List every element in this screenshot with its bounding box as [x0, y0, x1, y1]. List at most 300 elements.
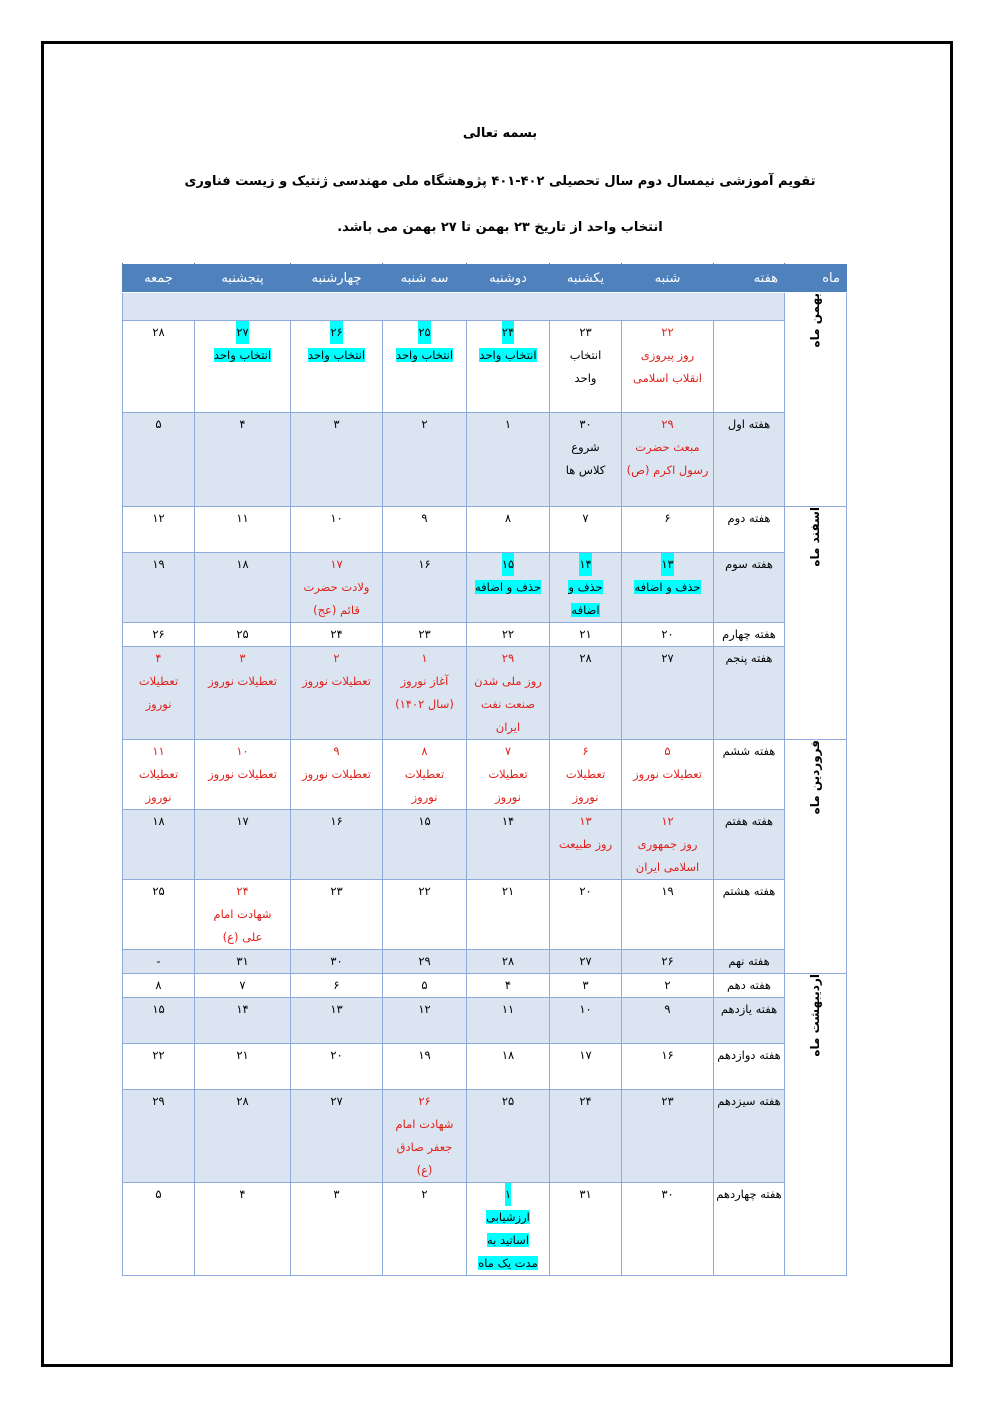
week-row [123, 623, 847, 647]
month-cell [785, 740, 847, 974]
day-number: ۲۸ [236, 1094, 249, 1108]
day-cell [123, 998, 195, 1044]
day-number: ۲۲ [661, 325, 674, 339]
day-cell [467, 623, 550, 647]
day-cell [622, 950, 714, 974]
week-label: هفته ششم [714, 740, 785, 810]
day-cell [467, 553, 550, 623]
day-number: ۱۹ [418, 1048, 431, 1062]
day-number: ۲۸ [152, 325, 165, 339]
day-event-text: اساتید به [486, 1233, 530, 1247]
month-label: فروردین ماه [808, 740, 822, 815]
calendar-title: تقویم آموزشی نیمسال دوم سال تحصیلی ۴۰۲-۴۰۱ پژوهشگاه ملی مهندسی ژنتیک و زیست فناوری [184, 174, 816, 189]
day-cell [467, 1183, 550, 1276]
week-label: هفته سیزدهم [714, 1090, 785, 1183]
day-number: ۲۰ [661, 627, 674, 641]
week-row [123, 998, 847, 1044]
week-label: هفته نهم [714, 950, 785, 974]
day-number: ۷ [239, 978, 246, 992]
day-event-text: حذف و اضافه [634, 580, 701, 594]
day-cell [383, 950, 467, 974]
day-cell [383, 647, 467, 740]
day-cell [195, 810, 291, 880]
day-number: ۱ [504, 417, 512, 431]
day-cell [123, 950, 195, 974]
invocation-heading: بسمه تعالی [462, 126, 538, 141]
day-number: ۲۴ [579, 1094, 592, 1108]
day-number: ۱۹ [661, 884, 674, 898]
day-number: ۵ [421, 978, 428, 992]
day-cell [195, 950, 291, 974]
day-number: ۱۲ [418, 1002, 431, 1016]
day-cell [383, 321, 467, 413]
day-cell [622, 321, 714, 413]
day-number: ۳۱ [579, 1187, 592, 1201]
day-number: ۳ [239, 651, 246, 665]
week-row [123, 1090, 847, 1183]
day-cell [622, 974, 714, 998]
day-number: ۱ [421, 651, 428, 665]
day-number: ۸ [155, 978, 162, 992]
day-event-text: ارزشیابی [486, 1210, 530, 1224]
day-cell [383, 507, 467, 553]
day-number: ۵ [155, 1187, 162, 1201]
day-cell [195, 974, 291, 998]
day-number: ۳۰ [579, 417, 592, 431]
day-cell [291, 507, 383, 553]
day-number: ۱۲ [152, 511, 165, 525]
day-cell [291, 950, 383, 974]
day-cell [383, 1044, 467, 1090]
day-event-text: تعطیلات نوروز [208, 767, 277, 781]
day-event-text: اضافه [571, 603, 600, 617]
day-cell [550, 810, 622, 880]
day-cell [195, 1090, 291, 1183]
day-number: ۲۵ [152, 884, 165, 898]
day-number: ۲۳ [661, 1094, 674, 1108]
day-number: ۲۹ [418, 954, 431, 968]
day-number: ۹ [664, 1002, 671, 1016]
col-friday: جمعه [123, 264, 195, 293]
day-cell [550, 1090, 622, 1183]
day-cell [195, 507, 291, 553]
col-sunday: یکشنبه [550, 264, 622, 293]
day-number: ۱۶ [661, 1048, 674, 1062]
day-event-text: شهادت امام [395, 1117, 454, 1131]
day-cell [622, 623, 714, 647]
day-event-text: شهادت امام [213, 907, 272, 921]
day-cell [195, 647, 291, 740]
day-cell [622, 998, 714, 1044]
day-number: ۲۵ [236, 627, 249, 641]
day-number: ۲۰ [579, 884, 592, 898]
day-cell [123, 740, 195, 810]
day-number: ۸ [504, 511, 512, 525]
day-event-text: تعطیلات [404, 767, 445, 781]
day-number: ۳ [333, 417, 340, 431]
day-number: ۶ [582, 744, 589, 758]
day-number: ۱۰ [236, 744, 249, 758]
day-number: ۲۶ [330, 321, 342, 344]
day-event-text: رسول اکرم (ص) [626, 463, 709, 477]
week-label: هفته پنجم [714, 647, 785, 740]
day-number: ۲۹ [501, 651, 515, 665]
day-cell [291, 810, 383, 880]
day-event-text: انتخاب واحد [307, 348, 366, 362]
day-number: ۱۶ [330, 814, 343, 828]
day-cell [291, 880, 383, 950]
day-event-text: مدت یک ماه [478, 1256, 538, 1270]
day-cell [123, 413, 195, 507]
day-number: ۱۱ [236, 511, 249, 525]
day-event-text: حذف و اضافه [474, 580, 542, 594]
day-number: ۲۷ [236, 321, 248, 344]
day-event-text: علی (ع) [222, 930, 263, 944]
day-cell [467, 507, 550, 553]
day-cell [383, 623, 467, 647]
day-number: ۱۵ [152, 1002, 165, 1016]
day-number: ۱۰ [330, 511, 343, 525]
day-cell [123, 810, 195, 880]
day-number: ۱۳ [330, 1002, 343, 1016]
day-event-text: نوروز [572, 790, 599, 804]
day-event-text: روز طبیعت [558, 837, 613, 851]
day-cell [550, 950, 622, 974]
week-row [123, 321, 847, 413]
day-number: ۱۲ [661, 814, 674, 828]
day-event-text: نوروز [145, 790, 172, 804]
week-label: هفته سوم [714, 553, 785, 623]
day-cell [467, 880, 550, 950]
day-event-text: تعطیلات نوروز [302, 674, 371, 688]
day-cell [550, 998, 622, 1044]
day-event-text: انقلاب اسلامی [633, 371, 702, 385]
day-cell [123, 1183, 195, 1276]
day-event-text: کلاس ها [565, 463, 606, 477]
day-cell [467, 810, 550, 880]
day-cell [550, 321, 622, 413]
registration-note: انتخاب واحد از تاریخ ۲۳ بهمن تا ۲۷ بهمن می باشد. [337, 220, 663, 235]
day-number: ۱۴ [501, 814, 515, 828]
day-number: ۹ [333, 744, 340, 758]
week-row [123, 974, 847, 998]
col-thursday: پنجشنبه [195, 264, 291, 293]
day-number: ۲۸ [501, 954, 515, 968]
day-event-text: نوروز [145, 697, 172, 711]
day-number: ۲۶ [418, 1094, 431, 1108]
day-number: ۱۱ [501, 1002, 515, 1016]
day-cell [383, 998, 467, 1044]
day-number: ۳ [333, 1187, 340, 1201]
day-event-text: مبعث حضرت [635, 440, 700, 454]
day-cell [467, 321, 550, 413]
day-cell [467, 1044, 550, 1090]
day-cell [195, 1183, 291, 1276]
day-number: ۲۴ [236, 884, 249, 898]
day-cell [383, 810, 467, 880]
day-number: ۳۰ [661, 1187, 674, 1201]
day-cell [291, 623, 383, 647]
week-row [123, 1183, 847, 1276]
day-cell [467, 647, 550, 740]
col-tuesday: سه شنبه [383, 264, 467, 293]
day-event-text: حذف و [568, 580, 603, 594]
day-number: - [156, 954, 161, 968]
day-event-text: انتخاب واحد [395, 348, 454, 362]
day-cell [291, 1183, 383, 1276]
week-label: هفته چهارم [714, 623, 785, 647]
day-number: ۴ [239, 1187, 246, 1201]
day-cell [123, 507, 195, 553]
week-label: هفته دوازدهم [714, 1044, 785, 1090]
day-number: ۲۴ [502, 321, 514, 344]
day-cell [383, 1090, 467, 1183]
week-label: هفته یازدهم [714, 998, 785, 1044]
week-label: هفته اول [714, 413, 785, 507]
day-cell [550, 1183, 622, 1276]
day-event-text: انتخاب واحد [479, 348, 537, 362]
day-cell [383, 974, 467, 998]
week-label: هفته هفتم [714, 810, 785, 880]
day-number: ۲۱ [501, 884, 515, 898]
day-event-text: روز پیروزی [640, 348, 695, 362]
week-label: هفته چهاردهم [714, 1183, 785, 1276]
day-event-text: تعطیلات [138, 767, 179, 781]
day-cell [195, 880, 291, 950]
day-number: ۴ [504, 978, 512, 992]
week-row [123, 1044, 847, 1090]
day-cell [550, 1044, 622, 1090]
blank-cell [123, 293, 785, 321]
day-event-text: نوروز [411, 790, 438, 804]
day-number: ۱۷ [579, 1048, 592, 1062]
day-cell [383, 1183, 467, 1276]
day-number: ۲۷ [661, 651, 674, 665]
day-cell [622, 880, 714, 950]
col-month: ماه [785, 264, 847, 293]
day-number: ۲۷ [330, 1094, 343, 1108]
day-cell [467, 1090, 550, 1183]
day-event-text: صنعت نفت [480, 697, 536, 711]
day-cell [622, 1090, 714, 1183]
day-cell [383, 553, 467, 623]
day-cell [383, 880, 467, 950]
day-event-text: (ع) [416, 1163, 433, 1177]
day-number: ۱ [505, 1183, 511, 1206]
day-number: ۲۱ [236, 1048, 249, 1062]
day-cell [291, 1090, 383, 1183]
week-row [123, 950, 847, 974]
day-number: ۴ [239, 417, 246, 431]
day-number: ۱۵ [418, 814, 431, 828]
day-cell [123, 647, 195, 740]
day-cell [622, 810, 714, 880]
day-cell [383, 413, 467, 507]
week-row [123, 413, 847, 507]
day-event-text: روز جمهوری [637, 837, 698, 851]
day-cell [550, 880, 622, 950]
day-number: ۱۳ [579, 814, 592, 828]
week-label [714, 321, 785, 413]
week-row [123, 740, 847, 810]
week-row [123, 880, 847, 950]
day-number: ۲ [333, 651, 340, 665]
day-cell [467, 413, 550, 507]
day-event-text: انتخاب واحد [213, 348, 272, 362]
day-number: ۳۰ [330, 954, 343, 968]
week-label: هفته دوم [714, 507, 785, 553]
day-cell [291, 647, 383, 740]
day-cell [622, 1183, 714, 1276]
day-cell [467, 950, 550, 974]
day-number: ۱۹ [152, 557, 165, 571]
day-event-text: تعطیلات [488, 767, 528, 781]
day-cell [550, 647, 622, 740]
month-label: اسفند ماه [808, 507, 822, 567]
blank-row [123, 293, 847, 321]
day-number: ۲۳ [330, 884, 343, 898]
day-event-text: تعطیلات نوروز [302, 767, 371, 781]
day-event-text: واحد [574, 371, 597, 385]
day-cell [195, 740, 291, 810]
day-cell [123, 623, 195, 647]
day-cell [622, 1044, 714, 1090]
day-cell [550, 413, 622, 507]
day-cell [123, 321, 195, 413]
day-cell [195, 413, 291, 507]
col-week: هفته [714, 264, 785, 293]
day-number: ۱۷ [330, 557, 343, 571]
day-number: ۲ [421, 417, 428, 431]
col-monday: دوشنبه [467, 264, 550, 293]
header-row [123, 264, 847, 293]
week-row [123, 810, 847, 880]
day-number: ۱۳ [661, 553, 673, 576]
day-number: ۲۱ [579, 627, 592, 641]
day-cell [291, 1044, 383, 1090]
day-cell [622, 553, 714, 623]
day-cell [291, 974, 383, 998]
day-number: ۹ [421, 511, 428, 525]
day-number: ۳ [582, 978, 589, 992]
day-number: ۲۳ [418, 627, 431, 641]
day-number: ۲۹ [152, 1094, 165, 1108]
day-cell [291, 553, 383, 623]
academic-calendar-table [122, 263, 847, 1276]
day-cell [195, 321, 291, 413]
day-number: ۲۵ [501, 1094, 515, 1108]
day-number: ۲۳ [579, 325, 592, 339]
day-number: ۲۵ [418, 321, 430, 344]
day-event-text: تعطیلات نوروز [208, 674, 277, 688]
day-number: ۱۶ [418, 557, 431, 571]
day-cell [195, 623, 291, 647]
day-event-text: جعفر صادق [396, 1140, 453, 1154]
day-cell [123, 880, 195, 950]
day-cell [622, 740, 714, 810]
month-cell [785, 507, 847, 740]
col-wednesday: چهارشنبه [291, 264, 383, 293]
day-cell [123, 974, 195, 998]
day-event-text: روز ملی شدن [474, 674, 542, 688]
day-cell [195, 553, 291, 623]
day-cell [291, 740, 383, 810]
day-number: ۲ [664, 978, 671, 992]
day-number: ۱۸ [501, 1048, 515, 1062]
day-cell [550, 623, 622, 647]
day-number: ۲ [421, 1187, 428, 1201]
day-number: ۲۲ [501, 627, 515, 641]
day-number: ۱۱ [152, 744, 165, 758]
day-cell [195, 998, 291, 1044]
day-number: ۲۲ [152, 1048, 165, 1062]
day-cell [123, 1044, 195, 1090]
week-row [123, 553, 847, 623]
day-event-text: ایران [495, 720, 521, 734]
day-event-text: تعطیلات [565, 767, 606, 781]
day-cell [550, 974, 622, 998]
day-event-text: انتخاب [569, 348, 602, 362]
day-number: ۳۱ [236, 954, 249, 968]
day-number: ۷ [504, 744, 512, 758]
day-number: ۶ [333, 978, 340, 992]
day-number: ۲۸ [579, 651, 592, 665]
day-number: ۲۰ [330, 1048, 343, 1062]
month-cell [785, 974, 847, 1276]
month-label: بهمن ماه [808, 293, 822, 348]
day-event-text: تعطیلات نوروز [633, 767, 702, 781]
day-number: ۸ [421, 744, 428, 758]
day-cell [123, 1090, 195, 1183]
day-number: ۴ [155, 651, 162, 665]
week-row [123, 647, 847, 740]
day-number: ۲۶ [661, 954, 674, 968]
day-cell [291, 321, 383, 413]
day-cell [291, 998, 383, 1044]
day-cell [467, 998, 550, 1044]
day-cell [383, 740, 467, 810]
day-number: ۱۰ [579, 1002, 592, 1016]
day-number: ۲۹ [661, 417, 674, 431]
week-label: هفته هشتم [714, 880, 785, 950]
day-number: ۲۴ [330, 627, 343, 641]
day-number: ۵ [155, 417, 162, 431]
day-event-text: نوروز [495, 790, 521, 804]
day-number: ۷ [582, 511, 589, 525]
day-number: ۱۴ [579, 553, 591, 576]
day-cell [550, 740, 622, 810]
day-event-text: شروع [571, 440, 600, 454]
day-cell [195, 1044, 291, 1090]
day-number: ۱۷ [236, 814, 249, 828]
day-cell [550, 553, 622, 623]
day-event-text: آغاز نوروز [400, 674, 449, 688]
week-row [123, 507, 847, 553]
day-number: ۱۸ [236, 557, 249, 571]
day-number: ۵ [664, 744, 671, 758]
day-cell [622, 413, 714, 507]
month-cell [785, 293, 847, 507]
day-event-text: اسلامی ایران [635, 860, 700, 874]
day-event-text: تعطیلات [138, 674, 179, 688]
col-saturday: شنبه [622, 264, 714, 293]
day-cell [123, 553, 195, 623]
day-number: ۲۷ [579, 954, 592, 968]
month-label: اردیبهشت ماه [808, 974, 822, 1057]
day-cell [467, 974, 550, 998]
day-cell [291, 413, 383, 507]
week-label: هفته دهم [714, 974, 785, 998]
